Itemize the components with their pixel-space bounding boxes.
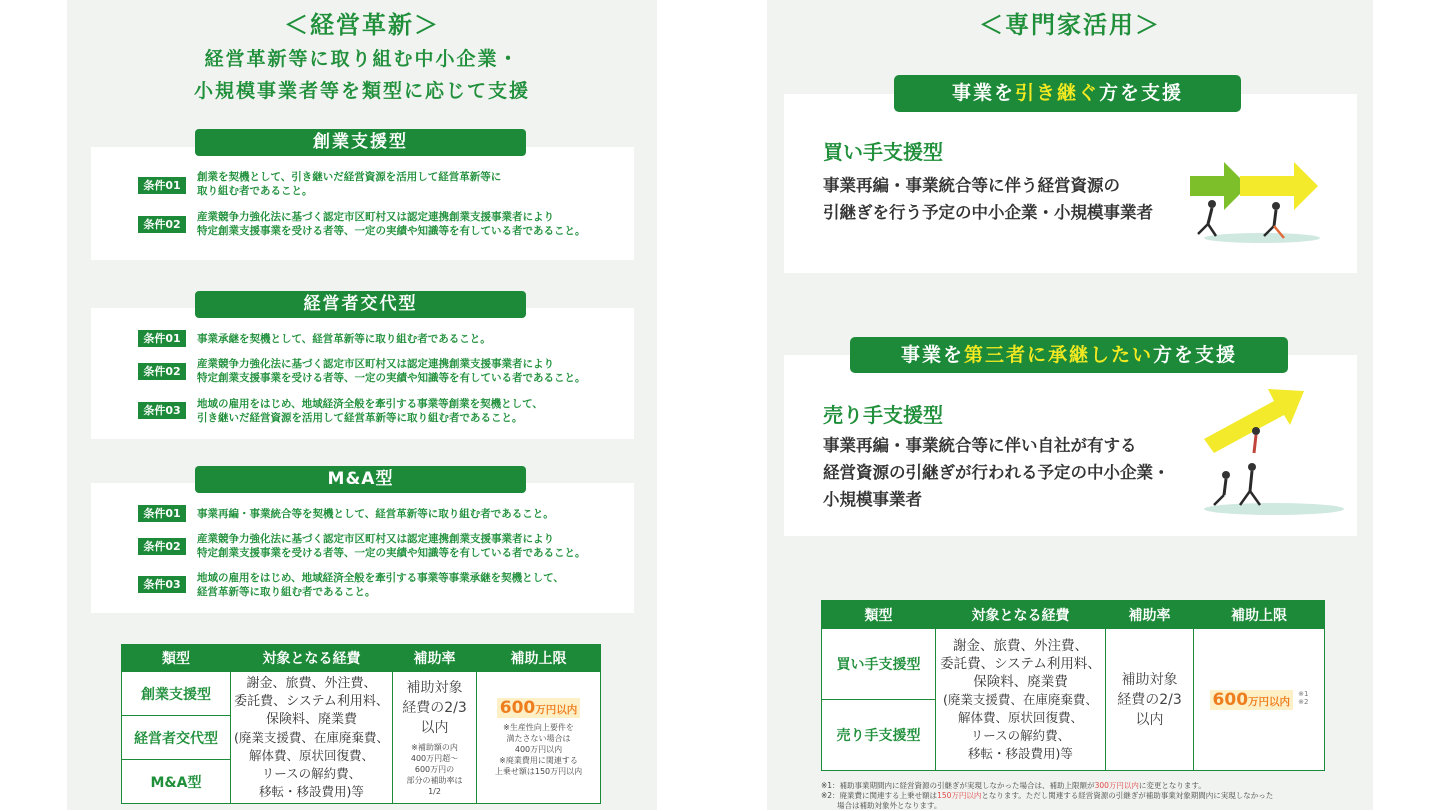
type-title-sogyo: 創業支援型 <box>195 129 526 156</box>
table-category-cell: 創業支援型 <box>122 672 231 716</box>
footnote-text: に変更となります。 <box>1138 781 1206 790</box>
condition-text: 産業競争力強化法に基づく認定市区町村又は認定連携創業支援事業者により 特定創業支援事業を受ける者等、一定の実績や知識等を有している者であること。 <box>197 211 586 237</box>
expense-line: 保険料、廃業費 <box>973 673 1068 690</box>
rate-line: 経費の2/3 <box>402 700 467 716</box>
limit-note-line: ※廃業費用に関連する <box>499 756 578 765</box>
expense-line: (廃業支援費、在庫廃棄費、 <box>943 691 1098 707</box>
expense-line: 解体費、原状回復費、 <box>248 747 374 763</box>
footnote-2-continued: 場合は補助対象外となります。 <box>837 801 942 810</box>
condition-text: 産業競争力強化法に基づく認定市区町村又は認定連携創業支援事業者により 特定創業支援事業を受ける者等、一定の実績や知識等を有している者であること。 <box>197 358 586 384</box>
table-header: 補助上限 <box>477 645 601 672</box>
table-category-cell: 経営者交代型 <box>122 716 231 760</box>
seller-card <box>784 355 1357 536</box>
expense-cell <box>936 629 1106 771</box>
expense-line: リースの解約費、 <box>970 727 1071 743</box>
rate-note-line: 400万円超～ <box>410 754 459 763</box>
subsidy-table-right <box>821 600 1325 771</box>
banner-text: 事業を <box>900 344 964 366</box>
footnote-2 <box>821 791 1273 801</box>
condition-text: 事業承継を契機として、経営革新等に取り組む者であること。 <box>197 333 491 345</box>
limit-note-line: 400万円以内 <box>514 745 563 754</box>
condition-tag: 条件01 <box>138 505 186 522</box>
expense-line: 委託費、システム利用料、 <box>940 655 1101 672</box>
rate-line: 補助対象 <box>406 680 463 696</box>
expense-cell <box>231 672 393 804</box>
condition-text: 創業を契機として、引き継いだ経営資源を活用して経営革新等に 取り組む者であること。 <box>197 171 502 197</box>
footnote-highlight: 150万円以内 <box>937 791 982 800</box>
limit-note-line: ※生産性向上要件を <box>503 723 574 732</box>
condition-tag: 条件02 <box>138 363 186 380</box>
rate-cell <box>1106 629 1194 771</box>
table-header: 対象となる経費 <box>936 601 1106 629</box>
footnote-text: ※1：補助事業期間内に経営資源の引継ぎが実現しなかった場合は、補助上限額が <box>821 781 1095 790</box>
condition-tag: 条件03 <box>138 402 186 419</box>
limit-note-line: 上乗せ額は150万円以内 <box>494 767 583 776</box>
banner-highlight: 引き継ぐ <box>1014 82 1099 104</box>
rate-note-line: 部分の補助率は <box>406 776 463 785</box>
expense-line: (廃業支援費、在庫廃棄費、 <box>234 729 389 745</box>
expense-line: 移転・移設費用)等 <box>968 745 1073 761</box>
lifting-arrow-illustration <box>1184 379 1344 519</box>
footnote-mark: ※1 <box>1298 689 1309 698</box>
condition-tag: 条件03 <box>138 576 186 593</box>
subsidy-table-left <box>121 644 601 804</box>
limit-footnote-marks <box>1298 690 1308 706</box>
expense-line: 謝金、旅費、外注費、 <box>246 675 377 691</box>
subtitle-line1: 経営革新等に取り組む中小企業・ <box>204 48 520 70</box>
type-card-keieisha <box>91 308 634 439</box>
table-header: 対象となる経費 <box>231 645 393 672</box>
table-header: 類型 <box>822 601 936 629</box>
expense-line: 委託費、システム利用料、 <box>234 693 389 709</box>
senmonka-katsuyo-panel <box>767 0 1373 810</box>
condition-text: 産業競争力強化法に基づく認定市区町村又は認定連携創業支援事業者により 特定創業支援事業を受ける者等、一定の実績や知識等を有している者であること。 <box>197 533 586 559</box>
condition-text: 地域の雇用をはじめ、地域経済全般を牽引する事業等創業を契機として、 引き継いだ経営資源を活用して経営革新等に取り組む者であること。 <box>197 398 543 424</box>
buyer-title: 買い手支援型 <box>823 140 943 164</box>
type-title-keieisha: 経営者交代型 <box>195 291 526 318</box>
footnote-mark: ※2 <box>1298 697 1309 706</box>
type-card-sogyo <box>91 147 634 260</box>
footnote-text: ※2：廃業費に関連する上乗せ額は <box>821 791 938 800</box>
limit-highlight <box>1210 690 1294 710</box>
keiei-kakushin-panel <box>67 0 657 810</box>
rate-note-line: 600万円の <box>414 765 455 774</box>
arrow-runners-illustration <box>1184 154 1324 249</box>
table-header: 類型 <box>122 645 231 672</box>
table-header: 補助上限 <box>1194 601 1325 629</box>
condition-tag: 条件02 <box>138 216 186 233</box>
rate-note-line: 1/2 <box>428 787 441 796</box>
expense-line: 謝金、旅費、外注費、 <box>953 637 1088 654</box>
rate-cell <box>393 672 477 804</box>
table-category-cell: M&A型 <box>122 760 231 804</box>
type-card-ma <box>91 483 634 613</box>
limit-unit: 万円以内 <box>1248 695 1291 708</box>
limit-cell <box>1194 629 1325 771</box>
buyer-card <box>784 94 1357 273</box>
limit-highlight <box>497 698 581 718</box>
rate-line: 以内 <box>1135 711 1164 728</box>
expense-line: 解体費、原状回復費、 <box>957 709 1083 725</box>
footnote-1 <box>821 781 1206 791</box>
section-title: ＜専門家活用＞ <box>979 11 1161 39</box>
limit-value: 600 <box>1212 689 1249 710</box>
condition-tag: 条件01 <box>138 177 186 194</box>
banner-highlight: 第三者に承継したい <box>963 344 1153 366</box>
limit-note <box>477 722 600 777</box>
type-title-ma: M&A型 <box>195 466 526 493</box>
condition-text: 事業再編・事業統合等を契機として、経営革新等に取り組む者であること。 <box>197 508 554 520</box>
banner-text: 方を支援 <box>1153 344 1238 366</box>
buyer-banner <box>894 75 1241 112</box>
limit-cell <box>477 672 601 804</box>
subtitle-line2: 小規模事業者等を類型に応じて支援 <box>193 80 530 102</box>
section-title: ＜経営革新＞ <box>284 11 440 39</box>
limit-value: 600 <box>499 698 536 718</box>
table-category-cell: 買い手支援型 <box>822 629 936 700</box>
rate-line: 以内 <box>420 720 449 736</box>
banner-text: 事業を <box>951 82 1015 104</box>
banner-text: 方を支援 <box>1099 82 1184 104</box>
condition-tag: 条件01 <box>138 330 186 347</box>
expense-line: リースの解約費、 <box>261 765 362 781</box>
rate-line: 補助対象 <box>1121 671 1178 688</box>
expense-line: 移転・移設費用)等 <box>259 783 364 799</box>
table-header: 補助率 <box>1106 601 1194 629</box>
limit-note-line: 満たさない場合は <box>506 734 571 743</box>
footnote-text: となります。ただし関連する経営資源の引継ぎが補助事業対象期間内に実現しなかった <box>981 791 1274 800</box>
seller-title: 売り手支援型 <box>823 403 943 427</box>
seller-desc: 事業再編・事業統合等に伴い自社が有する 経営資源の引継ぎが行われる予定の中小企業・ 小規模事業者 <box>823 436 1170 509</box>
seller-banner <box>850 337 1288 373</box>
condition-tag: 条件02 <box>138 538 186 555</box>
buyer-desc: 事業再編・事業統合等に伴う経営資源の 引継ぎを行う予定の中小企業・小規模事業者 <box>823 176 1153 222</box>
limit-unit: 万円以内 <box>535 704 578 716</box>
footnote-highlight: 300万円以内 <box>1094 781 1139 790</box>
rate-note-line: ※補助額の内 <box>411 743 458 752</box>
rate-note <box>393 742 476 797</box>
condition-text: 地域の雇用をはじめ、地域経済全般を牽引する事業等事業承継を契機として、 経営革新等に取り組む者であること。 <box>197 572 564 598</box>
rate-line: 経費の2/3 <box>1117 691 1182 708</box>
table-header: 補助率 <box>393 645 477 672</box>
expense-line: 保険料、廃業費 <box>265 711 357 727</box>
table-category-cell: 売り手支援型 <box>822 700 936 771</box>
